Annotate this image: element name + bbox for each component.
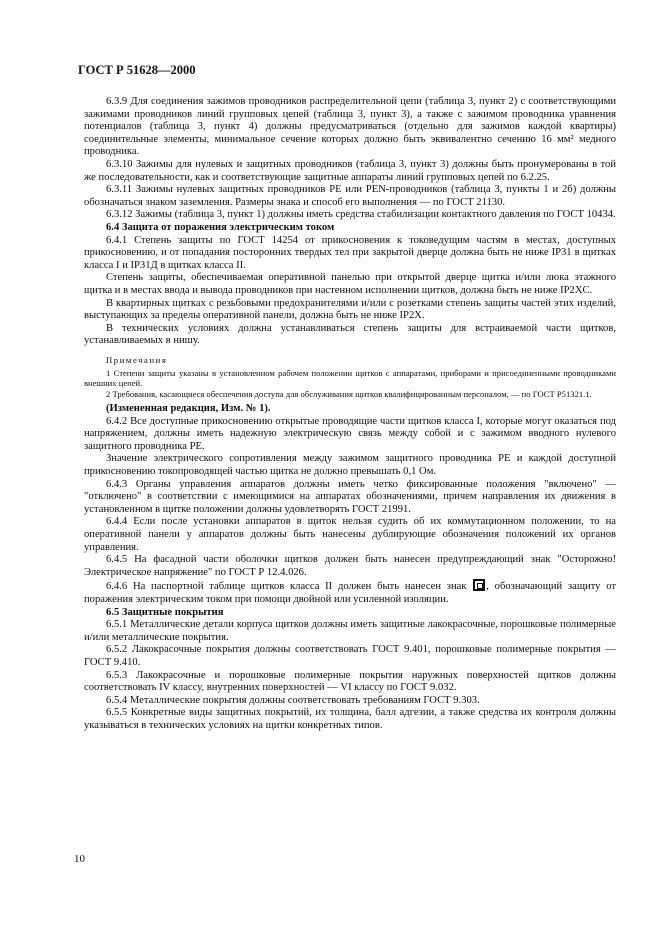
paragraph-6-5-4: 6.5.4 Металлические покрытия должны соответствовать требованиям ГОСТ 9.303. [106, 694, 480, 706]
paragraph-6-5-5: 6.5.5 Конкретные виды защитных покрытий, их толщина, балл адгезии, а также средства их контроля должны указываться в технических условиях на щитки конкретных типов. [84, 707, 616, 731]
amendment-note: (Измененная редакция, Изм. № 1). [106, 403, 271, 415]
note-2: 2 Требования, касающиеся обеспечения доступа для обслуживания щитков квалифицированным персоналом, — по ГОСТ Р51321.1. [106, 389, 592, 400]
paragraph-6-4-6-end: , обозначающий защиту от поражения электрическим током при помощи двойной или усиленной изоляции. [84, 581, 616, 605]
document-header: ГОСТ Р 51628—2000 [78, 63, 196, 77]
paragraph-resistance: Значение электрического сопротивления между зажимом защитного проводника РЕ и каждой доступной прикосновению токопроводящей частью щитка не должно превышать 0,1 Ом. [84, 453, 616, 478]
paragraph-6-5-1: 6.5.1 Металлические детали корпуса щитков должны иметь защитные лакокрасочные, порошковые полимерные и/или металлические покрытия. [84, 619, 616, 643]
notes-title: Примечания [106, 354, 168, 365]
paragraph-6-5-2: 6.5.2 Лакокрасочные покрытия должны соответствовать ГОСТ 9.401, порошковые полимерные покрытия — ГОСТ 9.410. [84, 644, 616, 668]
paragraph-6-4-2: 6.4.2 Все доступные прикосновению открытые проводящие части щитков класса I, которые могут оказаться под напряжением, должны иметь надежную электрическую связь между собой и с зажимом вводного нулевого защитного проводника РЕ. [84, 415, 616, 452]
paragraph-6-4-1: 6.4.1 Степень защиты по ГОСТ 14254 от прикосновения к токоведущим частям в местах, доступных прикосновению, и от попадания посторонних твердых тел при закрытой дверце должна быть не ниже IP31 в щитках класса I и IP31Д в щитках класса II. [84, 234, 616, 271]
note-1: 1 Степени защиты указаны в установленном рабочем положении щитков с аппаратами, приборами и присоединенными проводниками внешних цепей. [84, 367, 616, 389]
paragraph-6-4-4: 6.4.4 Если после установки аппаратов в щиток нельзя судить об их коммутационном положении, то на оперативной панели у аппаратов должны быть нанесены дублирующие обозначения положений их органов управления. [84, 516, 616, 553]
page-number: 10 [74, 853, 85, 865]
paragraph-6-3-10: 6.3.10 Зажимы для нулевых и защитных проводников (таблица 3, пункт 3) должны быть пронумерованы в той же последовательности, как и соответствующие защитные аппараты линий групповых цепей по 6.2.25. [84, 158, 616, 183]
paragraph-protection-degree: Степень защиты, обеспечиваемая оперативной панелью при открытой дверце щитка и/или люка этажного щитка и в местах ввода и вывода проводников при настенном исполнении щитков, должна быть не ниже IP2XC. [84, 272, 616, 296]
paragraph-6-4-5: 6.4.5 На фасадной части оболочки щитков должен быть нанесен предупреждающий знак "Осторожно! Электрическое напряжение" по ГОСТ Р 12.4.026. [84, 554, 616, 578]
paragraph-6-4-6 [84, 579, 616, 606]
double-insulation-icon [473, 579, 485, 591]
notes-block [84, 355, 616, 400]
section-heading-6-5: 6.5 Защитные покрытия [106, 606, 224, 618]
section-heading-6-4: 6.4 Защита от поражения электрическим током [106, 221, 335, 233]
paragraph-6-4-6-start: 6.4.6 На паспортной таблице щитков класса II должен быть нанесен знак [106, 581, 467, 593]
paragraph-6-3-9: 6.3.9 Для соединения зажимов проводников распределительной цепи (таблица 3, пункт 2) с соответствующими зажимами проводников линий групповых цепей (таблица 3, пункт 3), а также с зажимом проводника уравнения потенциалов (таблица 3, пункт 4) должны предусматриваться (отдельно для зажимов каждой квартиры) соединительные элементы, минимальное сечение которых должно быть эквивалентно сечению 16 мм² медного проводника. [84, 96, 616, 158]
document-body [84, 96, 616, 733]
paragraph-tech-conditions: В технических условиях должна устанавливаться степень защиты для встраиваемой части щитков, устанавливаемых в нишу. [84, 322, 616, 347]
paragraph-6-3-12: 6.3.12 Зажимы (таблица 3, пункт 1) должны иметь средства стабилизации контактного давления по ГОСТ 10434. [106, 209, 616, 221]
paragraph-6-3-11: 6.3.11 Зажимы нулевых защитных проводников РЕ или РЕN-проводников (таблица 3, пункты 1 и 2б) должны обозначаться знаком заземления. Размеры знака и способ его выполнения — по ГОСТ 21130. [84, 184, 616, 208]
paragraph-6-4-3: 6.4.3 Органы управления аппаратов должны иметь четко фиксированные положения "включено" — "отключено" в соответствии с имеющимися на аппаратах обозначениями, причем направления их движения в установленном в щитке положении должны удовлетворять ГОСТ 21991. [84, 478, 616, 515]
paragraph-6-5-3: 6.5.3 Лакокрасочные и порошковые полимерные покрытия наружных поверхностей щитков должны соответствовать IV классу, внутренних поверхностей — VI классу по ГОСТ 9.032. [84, 669, 616, 694]
paragraph-fuses: В квартирных щитках с резьбовыми предохранителями и/или с розетками степень защиты частей этих изделий, выступающих за пределы оперативной панели, должна быть не ниже IP2X. [84, 297, 616, 322]
